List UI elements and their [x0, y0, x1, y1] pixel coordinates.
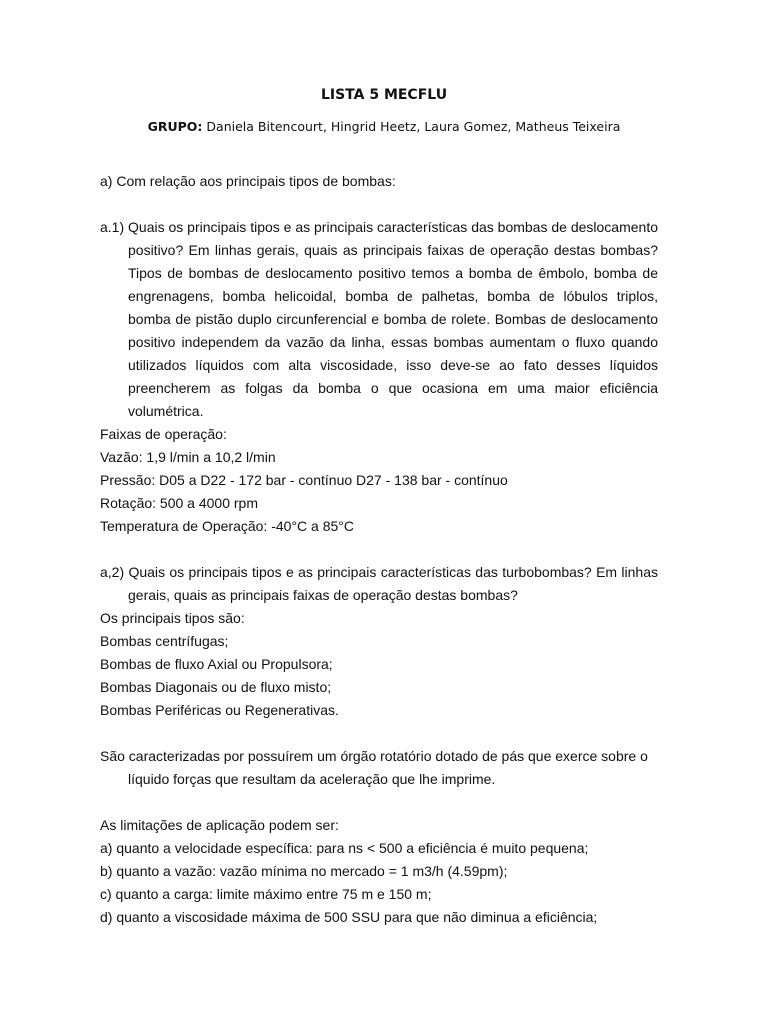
- document-title: LISTA 5 MECFLU: [320, 87, 448, 103]
- group-line: [0, 119, 768, 134]
- range-rotation: Rotação: 500 a 4000 rpm: [100, 495, 258, 511]
- limits-title: As limitações de aplicação podem ser:: [100, 817, 339, 833]
- group-members: Daniela Bitencourt, Hingrid Heetz, Laura Gomez, Matheus Teixeira: [206, 119, 621, 134]
- limit-item: c) quanto a carga: limite máximo entre 75 m e 150 m;: [100, 886, 432, 902]
- characterization-paragraph: São caracterizadas por possuírem um órgão rotatório dotado de pás que exerce sobre o líquido forças que resultam da aceleração que lhe imprime.: [100, 748, 648, 787]
- range-flow: Vazão: 1,9 l/min a 10,2 l/min: [100, 449, 276, 465]
- range-temperature: Temperatura de Operação: -40°C a 85°C: [100, 518, 354, 534]
- types-title: Os principais tipos são:: [100, 610, 245, 626]
- intro-line: a) Com relação aos principais tipos de bombas:: [100, 173, 396, 189]
- group-label: GRUPO:: [147, 119, 203, 134]
- type-item: Bombas Periféricas ou Regenerativas.: [100, 702, 339, 718]
- range-pressure: Pressão: D05 a D22 - 172 bar - contínuo D27 - 138 bar - contínuo: [100, 472, 508, 488]
- question-a2: a,2) Quais os principais tipos e as principais características das turbobombas? Em linhas gerais, quais as principais faixas de operação destas bombas?: [100, 564, 658, 603]
- type-item: Bombas de fluxo Axial ou Propulsora;: [100, 656, 333, 672]
- document-body: [100, 170, 658, 929]
- type-item: Bombas centrífugas;: [100, 633, 229, 649]
- ranges-title: Faixas de operação:: [100, 426, 227, 442]
- question-a1: a.1) Quais os principais tipos e as principais características das bombas de deslocamento positivo? Em linhas gerais, quais as principais faixas de operação destas bombas? Tipos de bombas de deslocamento positivo temos a bomba de êmbolo, bomba de engrenagens, bomba helicoidal, bomba de palhetas, bomba de lóbulos triplos, bomba de pistão duplo circunferencial e bomba de rolete. Bombas de deslocamento positivo independem da vazão da linha, essas bombas aumentam o fluxo quando utilizados líquidos com alta viscosidade, isso deve-se ao fato desses líquidos preencherem as folgas da bomba o que ocasiona em uma maior eficiência volumétrica.: [100, 219, 658, 419]
- limit-item: a) quanto a velocidade específica: para ns < 500 a eficiência é muito pequena;: [100, 840, 589, 856]
- limit-item: d) quanto a viscosidade máxima de 500 SSU para que não diminua a eficiência;: [100, 909, 598, 925]
- limit-item: b) quanto a vazão: vazão mínima no mercado = 1 m3/h (4.59pm);: [100, 863, 508, 879]
- type-item: Bombas Diagonais ou de fluxo misto;: [100, 679, 332, 695]
